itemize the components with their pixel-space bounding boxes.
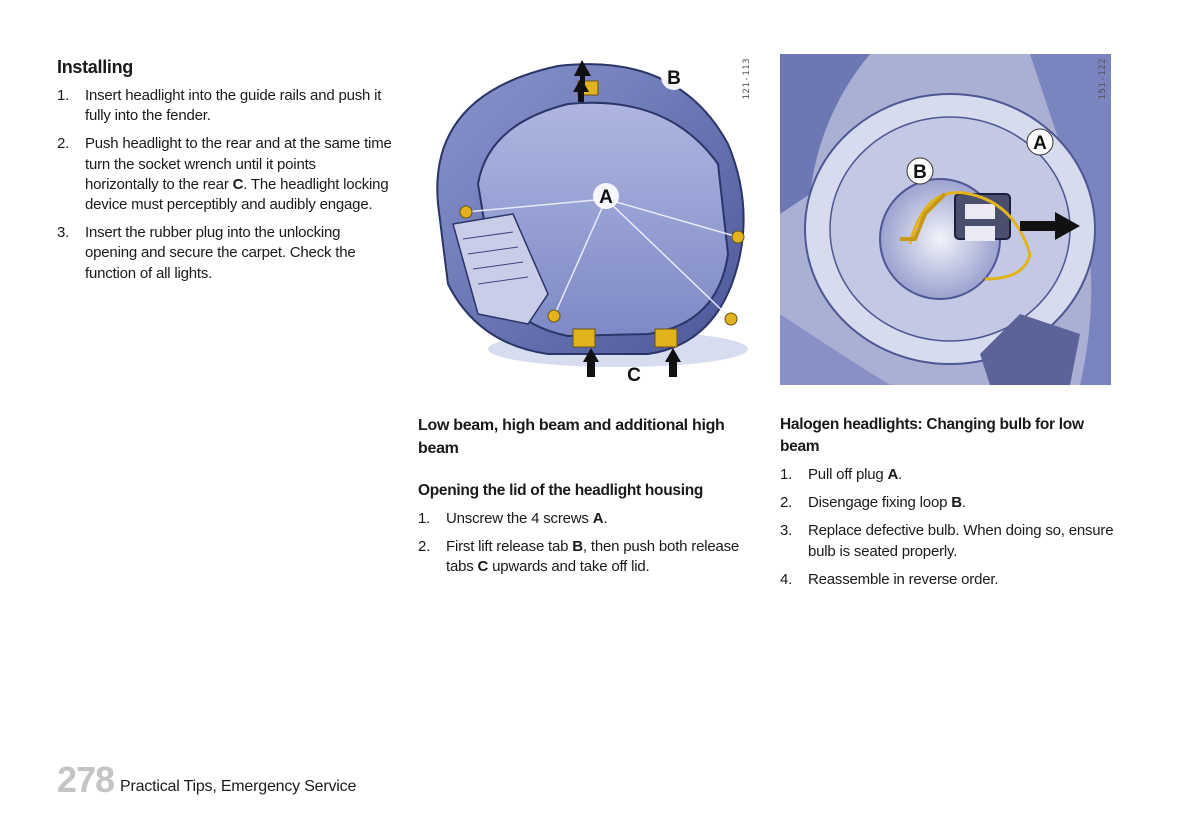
step-number: 3.	[780, 522, 793, 540]
step-text-cont: .	[603, 510, 608, 527]
step-text-cont: . The headlight locking device must perceptibly and audibly engage.	[85, 175, 389, 214]
installing-step-3	[57, 223, 392, 284]
beams-step-1	[418, 509, 758, 529]
bulb-change-illustration	[780, 54, 1111, 385]
figure-code: 121-113	[742, 58, 752, 100]
step-label-c: C	[477, 558, 489, 576]
headlight-housing-illustration	[418, 54, 758, 385]
installing-steps	[57, 86, 392, 284]
bulb-change-figure	[780, 54, 1111, 385]
beams-step-2	[418, 537, 758, 577]
step-number: 4.	[780, 570, 793, 588]
step-label-c: C	[232, 175, 244, 193]
step-text: Insert the rubber plug into the unlocking opening and secure the carpet. Check the function of all lights.	[85, 224, 356, 282]
step-number: 1.	[418, 510, 431, 527]
beams-section	[418, 414, 758, 586]
step-number: 1.	[780, 466, 793, 483]
step-number: 2.	[780, 494, 793, 512]
section-title: Practical Tips, Emergency Service	[120, 778, 357, 795]
beams-heading: Low beam, high beam and additional high beam	[418, 417, 725, 457]
step-number: 1.	[57, 87, 70, 104]
halogen-heading: Halogen headlights: Changing bulb for low beam	[780, 416, 1084, 455]
step-text-cont: .	[961, 494, 966, 512]
step-number: 2.	[418, 538, 431, 556]
installing-step-1	[57, 86, 392, 126]
step-text: Unscrew the 4 screws	[446, 510, 593, 527]
step-text: Reassemble in reverse order.	[808, 570, 999, 588]
headlight-housing-figure	[418, 54, 758, 385]
step-text: Insert headlight into the guide rails and push it fully into the fender.	[85, 87, 382, 125]
step-text-cont: , then push both release tabs	[446, 538, 740, 576]
halogen-step-4	[780, 570, 1115, 590]
step-number: 3.	[57, 224, 70, 242]
step-text: Push headlight to the rear and at the same time turn the socket wrench until it points horizontally to the rear	[85, 135, 392, 193]
halogen-steps	[780, 465, 1115, 590]
installing-heading: Installing	[57, 57, 134, 77]
beams-steps	[418, 509, 758, 578]
figure-label-a: A	[599, 187, 613, 208]
step-label-a: A	[887, 466, 899, 483]
halogen-section	[780, 414, 1115, 598]
halogen-step-2	[780, 493, 1115, 513]
installing-section	[57, 55, 392, 292]
halogen-step-1	[780, 465, 1115, 485]
step-text: Replace defective bulb. When doing so, ensure bulb is seated properly.	[808, 522, 1114, 560]
halogen-step-3	[780, 521, 1115, 561]
figure-label-c: C	[627, 365, 641, 385]
step-text-end: upwards and take off lid.	[488, 558, 650, 576]
step-number: 2.	[57, 135, 70, 153]
step-label-b: B	[951, 494, 962, 512]
figure-label-b: B	[667, 68, 681, 89]
page-number: 278	[57, 759, 115, 800]
figure-label-a: A	[1033, 133, 1047, 154]
step-text: First lift release tab	[446, 538, 573, 556]
beams-subheading: Opening the lid of the headlight housing	[418, 482, 704, 499]
figure-code: 151-122	[1098, 58, 1108, 100]
step-text-cont: .	[898, 466, 903, 483]
figure-label-b: B	[913, 162, 927, 183]
installing-step-2	[57, 134, 392, 215]
step-text: Disengage fixing loop	[808, 494, 952, 512]
step-label-a: A	[592, 510, 604, 527]
step-text: Pull off plug	[808, 466, 888, 483]
step-label-b: B	[572, 538, 583, 556]
